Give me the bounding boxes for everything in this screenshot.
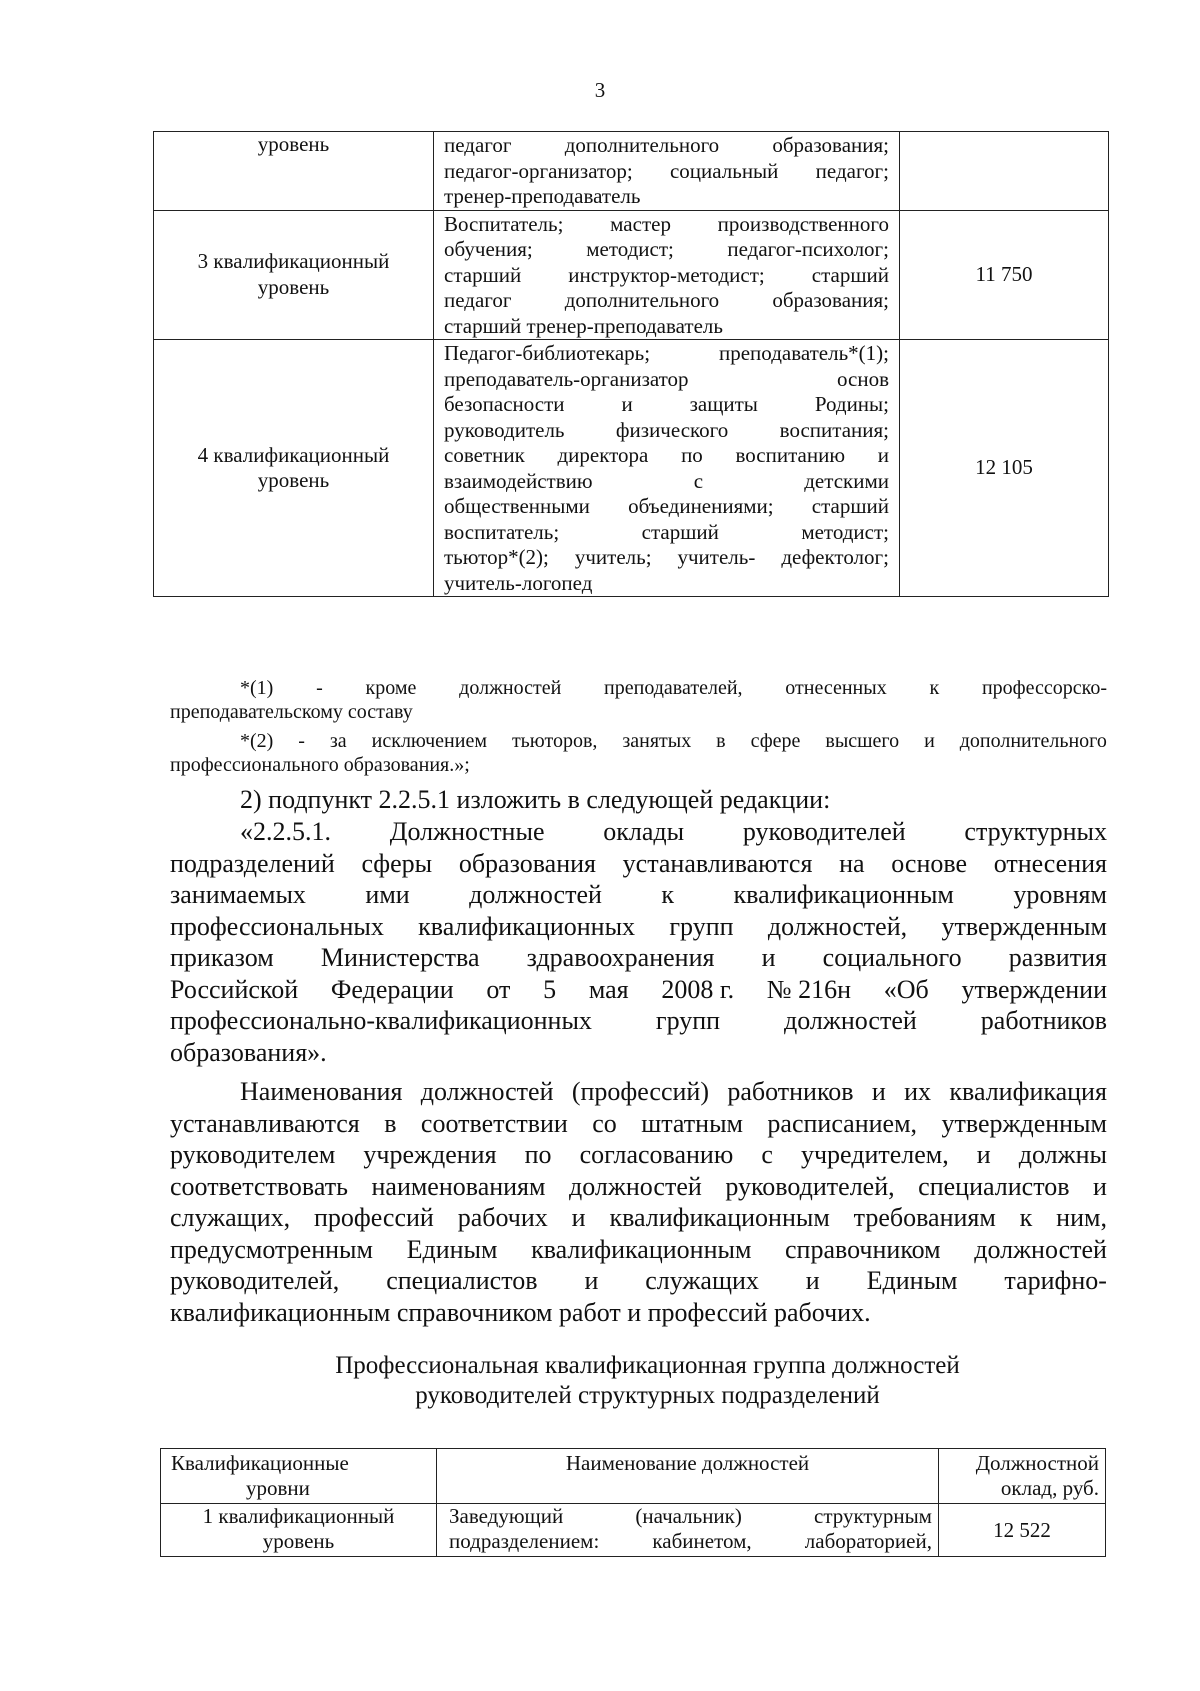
word: здравоохранения: [526, 943, 715, 972]
word: к: [929, 677, 940, 699]
word: квалификационных: [418, 911, 636, 941]
salary-cell: 12 105: [900, 340, 1109, 597]
header-positions: Наименование должностей: [437, 1449, 939, 1504]
word: объединениями;: [628, 494, 774, 518]
word: образования: [458, 848, 596, 878]
heading-line-1: Профессиональная квалификационная группа должностей: [335, 1352, 960, 1379]
position-line: [444, 545, 889, 571]
word: работников: [980, 1006, 1107, 1035]
word: педагог-психолог;: [727, 237, 889, 261]
word: по: [681, 443, 703, 467]
qualification-table-2: [160, 1448, 1106, 1557]
word: руководителем: [170, 1140, 336, 1169]
word: предусмотренным: [170, 1234, 373, 1264]
word: Федерации: [330, 974, 454, 1004]
level-cell: [161, 1504, 437, 1557]
word: в: [716, 730, 726, 752]
positions-cell: [434, 210, 900, 340]
paragraph-line: [170, 911, 1107, 943]
word: воспитания;: [779, 417, 889, 442]
word: в: [384, 1108, 397, 1138]
word: служащих,: [170, 1203, 291, 1232]
header-levels-line-1: Квалификационные: [171, 1451, 349, 1475]
word: исключением: [371, 730, 487, 752]
word: руководителей,: [170, 1266, 340, 1295]
level-line-1: 1 квалификационный: [202, 1504, 395, 1528]
paragraph-line: образования».: [170, 1037, 327, 1067]
word: и: [871, 1077, 886, 1106]
word: *(1): [240, 677, 274, 699]
word: тарифно-: [1004, 1266, 1107, 1295]
word: Воспитатель;: [444, 211, 564, 236]
word: наименованиям: [371, 1171, 546, 1201]
word: 5: [543, 974, 557, 1004]
salary-cell: 11 750: [900, 210, 1109, 340]
word: производственного: [717, 211, 889, 236]
salary-cell: 12 522: [939, 1504, 1106, 1557]
position-line: [444, 469, 889, 495]
word: и: [621, 392, 633, 416]
word: квалификация: [949, 1077, 1107, 1106]
word: старший: [811, 494, 889, 518]
word: и: [1093, 1171, 1107, 1201]
word: по: [524, 1140, 552, 1169]
header-levels: [161, 1449, 437, 1504]
level-cell: [154, 340, 434, 597]
word: дополнительного: [564, 288, 720, 312]
word: старший: [641, 519, 719, 544]
word: профессиональных: [170, 911, 384, 941]
paragraph-3: [170, 1076, 1107, 1328]
word: устанавливаются: [170, 1108, 360, 1138]
position-line: [444, 443, 889, 469]
word: должностей,: [767, 911, 908, 941]
word: тьютор*(2);: [444, 545, 549, 569]
word: директора: [557, 443, 649, 467]
word: должностей: [974, 1234, 1107, 1264]
word: мая: [588, 974, 629, 1004]
word: Педагог-библиотекарь;: [444, 341, 651, 365]
word: устанавливаются: [622, 848, 813, 878]
word: соответствовать: [170, 1171, 348, 1201]
word: лабораторией,: [804, 1529, 932, 1553]
word: советник: [444, 443, 525, 467]
word: детскими: [804, 468, 889, 493]
header-salary-line-1: Должностной: [975, 1451, 1099, 1475]
word: должностей: [459, 677, 562, 699]
word: служащих: [645, 1266, 759, 1295]
level-line: 4 квалификационный: [197, 442, 390, 467]
word: методист;: [801, 519, 889, 544]
paragraph-line: [170, 1076, 1107, 1108]
word: педагог: [444, 288, 512, 312]
word: занимаемых: [170, 880, 306, 909]
paragraph-line: квалификационным справочником работ и профессий рабочих.: [170, 1297, 871, 1327]
word: образования;: [772, 133, 889, 157]
paragraph-line: [170, 1108, 1107, 1140]
word: отнесенных: [785, 677, 887, 699]
word: инструктор-методист;: [568, 262, 765, 287]
table-row: [154, 132, 1109, 211]
level-line: 3 квалификационный: [197, 249, 390, 274]
word: Единым: [866, 1266, 958, 1295]
word: Российской: [170, 974, 299, 1004]
word: мастер: [610, 211, 671, 236]
word: оклады: [603, 817, 685, 846]
word: руководителей,: [725, 1171, 895, 1201]
paragraph-line: [170, 1265, 1107, 1297]
footnote-2-line-2: профессионального образования.»;: [170, 754, 470, 776]
word: социального: [822, 943, 962, 972]
word: и: [877, 443, 889, 467]
word: кабинетом,: [652, 1529, 752, 1553]
word: соответствии: [420, 1108, 568, 1138]
paragraph-line: [170, 1005, 1107, 1037]
word: педагог: [444, 133, 512, 157]
paragraph-line: 2) подпункт 2.2.5.1 изложить в следующей редакции:: [240, 785, 831, 814]
position-line: [449, 1504, 932, 1529]
word: преподаватель*(1);: [719, 341, 889, 365]
word: общественными: [444, 494, 590, 518]
position-line: [444, 392, 889, 418]
word: отнесения: [993, 848, 1107, 878]
position-line: [449, 1529, 932, 1554]
positions-cell: [434, 132, 900, 211]
paragraph-line: [170, 974, 1107, 1006]
word: учитель;: [574, 545, 652, 569]
word: и: [584, 1266, 599, 1295]
word: обучения;: [444, 237, 533, 261]
word: основ: [837, 366, 889, 391]
footnote-2-line-1: [170, 729, 1107, 753]
word: сферы: [361, 848, 433, 878]
word: квалификационным: [531, 1234, 752, 1264]
level-line: уровень: [257, 274, 330, 299]
header-levels-line-2: уровни: [246, 1476, 310, 1500]
word: ним,: [1056, 1203, 1107, 1232]
word: методист;: [586, 237, 674, 261]
word: безопасности: [444, 392, 565, 416]
position-line: [444, 237, 889, 263]
word: штатным: [641, 1108, 743, 1138]
paragraph-2: [170, 816, 1107, 1068]
word: «Об: [883, 974, 929, 1004]
word: профессионально-квалификационных: [170, 1006, 592, 1035]
paragraph-line: [170, 1139, 1107, 1171]
word: тьюторов,: [511, 730, 598, 752]
qualification-table-1: [153, 131, 1109, 597]
word: основе: [891, 848, 968, 878]
word: их: [904, 1077, 932, 1106]
paragraph-line: [170, 816, 1107, 848]
word: воспитатель;: [444, 519, 560, 544]
word: должностей: [784, 1006, 917, 1035]
word: структурных: [964, 817, 1107, 846]
position-line: [444, 159, 889, 185]
word: должны: [1018, 1140, 1107, 1169]
table-row: [161, 1504, 1106, 1557]
word: Наименования: [240, 1077, 403, 1106]
word: к: [661, 880, 675, 909]
word: от: [486, 974, 511, 1004]
word: занятых: [622, 730, 692, 752]
position-line: [444, 341, 889, 367]
footnote-1: [170, 676, 1107, 724]
word: специалистов: [918, 1171, 1070, 1201]
word: должностей: [569, 1171, 702, 1201]
word: должностей: [469, 880, 602, 909]
word: и: [924, 730, 935, 752]
word: -: [298, 730, 305, 752]
word: и: [976, 1140, 991, 1169]
word: утверждении: [961, 974, 1107, 1004]
word: к: [1019, 1203, 1033, 1232]
word: ими: [365, 880, 410, 909]
level-line-2: уровень: [262, 1529, 335, 1553]
word: Заведующий: [449, 1504, 564, 1528]
word: учреждения: [363, 1140, 497, 1169]
paragraph-line: [170, 879, 1107, 911]
word: приказом: [170, 943, 274, 972]
position-line: [444, 520, 889, 546]
word: развития: [1008, 943, 1107, 972]
word: групп: [669, 911, 734, 941]
position-line: тренер-преподаватель: [444, 184, 641, 208]
position-line: [444, 212, 889, 238]
position-line: учитель-логопед: [444, 570, 593, 595]
word: физического: [615, 417, 729, 442]
word: работников: [727, 1077, 854, 1106]
word: взаимодействию: [444, 468, 593, 493]
page-number: 3: [594, 78, 606, 102]
word: утвержденным: [941, 911, 1107, 941]
word: должностей: [420, 1077, 554, 1106]
position-line: [444, 418, 889, 444]
word: на: [839, 848, 865, 878]
word: профессий: [313, 1203, 434, 1232]
paragraph-line: [170, 942, 1107, 974]
word: кроме: [365, 677, 417, 699]
word: педагог-организатор;: [444, 158, 633, 183]
word: учредителем,: [800, 1140, 949, 1169]
level-cell: [154, 210, 434, 340]
word: Министерства: [320, 943, 480, 972]
word: педагог;: [815, 158, 889, 183]
word: руководителей: [742, 817, 906, 846]
word: *(2): [240, 730, 274, 752]
paragraph-line: [170, 848, 1107, 880]
word: и: [571, 1203, 586, 1232]
header-salary: [939, 1449, 1106, 1504]
word: утвержденным: [941, 1108, 1107, 1138]
word: подразделений: [170, 848, 335, 878]
word: «2.2.5.1.: [240, 817, 331, 846]
word: и: [805, 1266, 820, 1295]
position-line: [444, 367, 889, 393]
header-salary-line-2: оклад, руб.: [1000, 1476, 1099, 1500]
footnote-2: [170, 729, 1107, 777]
word: расписанием,: [767, 1108, 918, 1138]
position-line: [444, 133, 889, 159]
footnote-1-line-1: [170, 676, 1107, 700]
word: 2008 г.: [661, 974, 735, 1004]
word: и: [761, 943, 776, 972]
word: защиты: [689, 392, 758, 416]
word: квалификационным: [609, 1203, 830, 1232]
word: старший: [811, 262, 889, 287]
word: Должностные: [389, 817, 545, 846]
word: справочником: [785, 1234, 941, 1264]
word: групп: [655, 1006, 721, 1035]
word: с: [761, 1140, 773, 1169]
word: со: [592, 1108, 617, 1138]
table-row: [154, 340, 1109, 597]
paragraph-line: [170, 1171, 1107, 1203]
position-line: [444, 494, 889, 520]
word: -: [316, 677, 323, 699]
word: сфере: [750, 730, 801, 752]
word: дополнительного: [959, 730, 1107, 752]
level-line: уровень: [257, 132, 330, 156]
word: учитель-: [677, 545, 756, 569]
word: с: [693, 468, 704, 493]
position-line: [444, 263, 889, 289]
footnote-1-line-2: преподавательскому составу: [170, 701, 413, 723]
position-line: [444, 288, 889, 314]
word: подразделением:: [449, 1529, 600, 1553]
word: высшего: [825, 730, 900, 752]
word: профессорско-: [981, 677, 1107, 699]
word: требованиям: [853, 1203, 996, 1232]
heading-line-2: руководителей структурных подразделений: [415, 1382, 880, 1409]
word: рабочих: [457, 1203, 548, 1232]
positions-cell: [434, 340, 900, 597]
word: дефектолог;: [781, 545, 889, 569]
word: образования;: [772, 288, 889, 312]
word: структурным: [814, 1504, 932, 1528]
word: (начальник): [635, 1504, 742, 1528]
word: Единым: [406, 1234, 498, 1264]
paragraph-1: [170, 784, 1107, 816]
word: специалистов: [386, 1266, 538, 1295]
paragraph-line: [170, 1234, 1107, 1266]
level-cell: [154, 132, 434, 211]
paragraph-line: [170, 1202, 1107, 1234]
word: преподавателей,: [604, 677, 743, 699]
positions-cell: [437, 1504, 939, 1557]
table-header-row: [161, 1449, 1106, 1504]
word: № 216н: [766, 974, 852, 1004]
word: руководитель: [444, 417, 565, 442]
word: дополнительного: [564, 133, 720, 157]
word: преподаватель-организатор: [444, 366, 689, 391]
word: уровням: [1013, 880, 1107, 909]
position-line: старший тренер-преподаватель: [444, 313, 723, 338]
word: старший: [444, 262, 522, 287]
word: Родины;: [814, 392, 889, 416]
word: (профессий): [571, 1077, 709, 1106]
level-line: уровень: [257, 468, 330, 492]
word: социальный: [669, 158, 779, 183]
word: за: [329, 730, 347, 752]
salary-cell: [900, 132, 1109, 211]
table-row: [154, 210, 1109, 340]
word: квалификационным: [733, 880, 954, 909]
word: воспитанию: [735, 443, 846, 467]
section-heading: [0, 1351, 1200, 1411]
word: согласованию: [579, 1140, 734, 1169]
